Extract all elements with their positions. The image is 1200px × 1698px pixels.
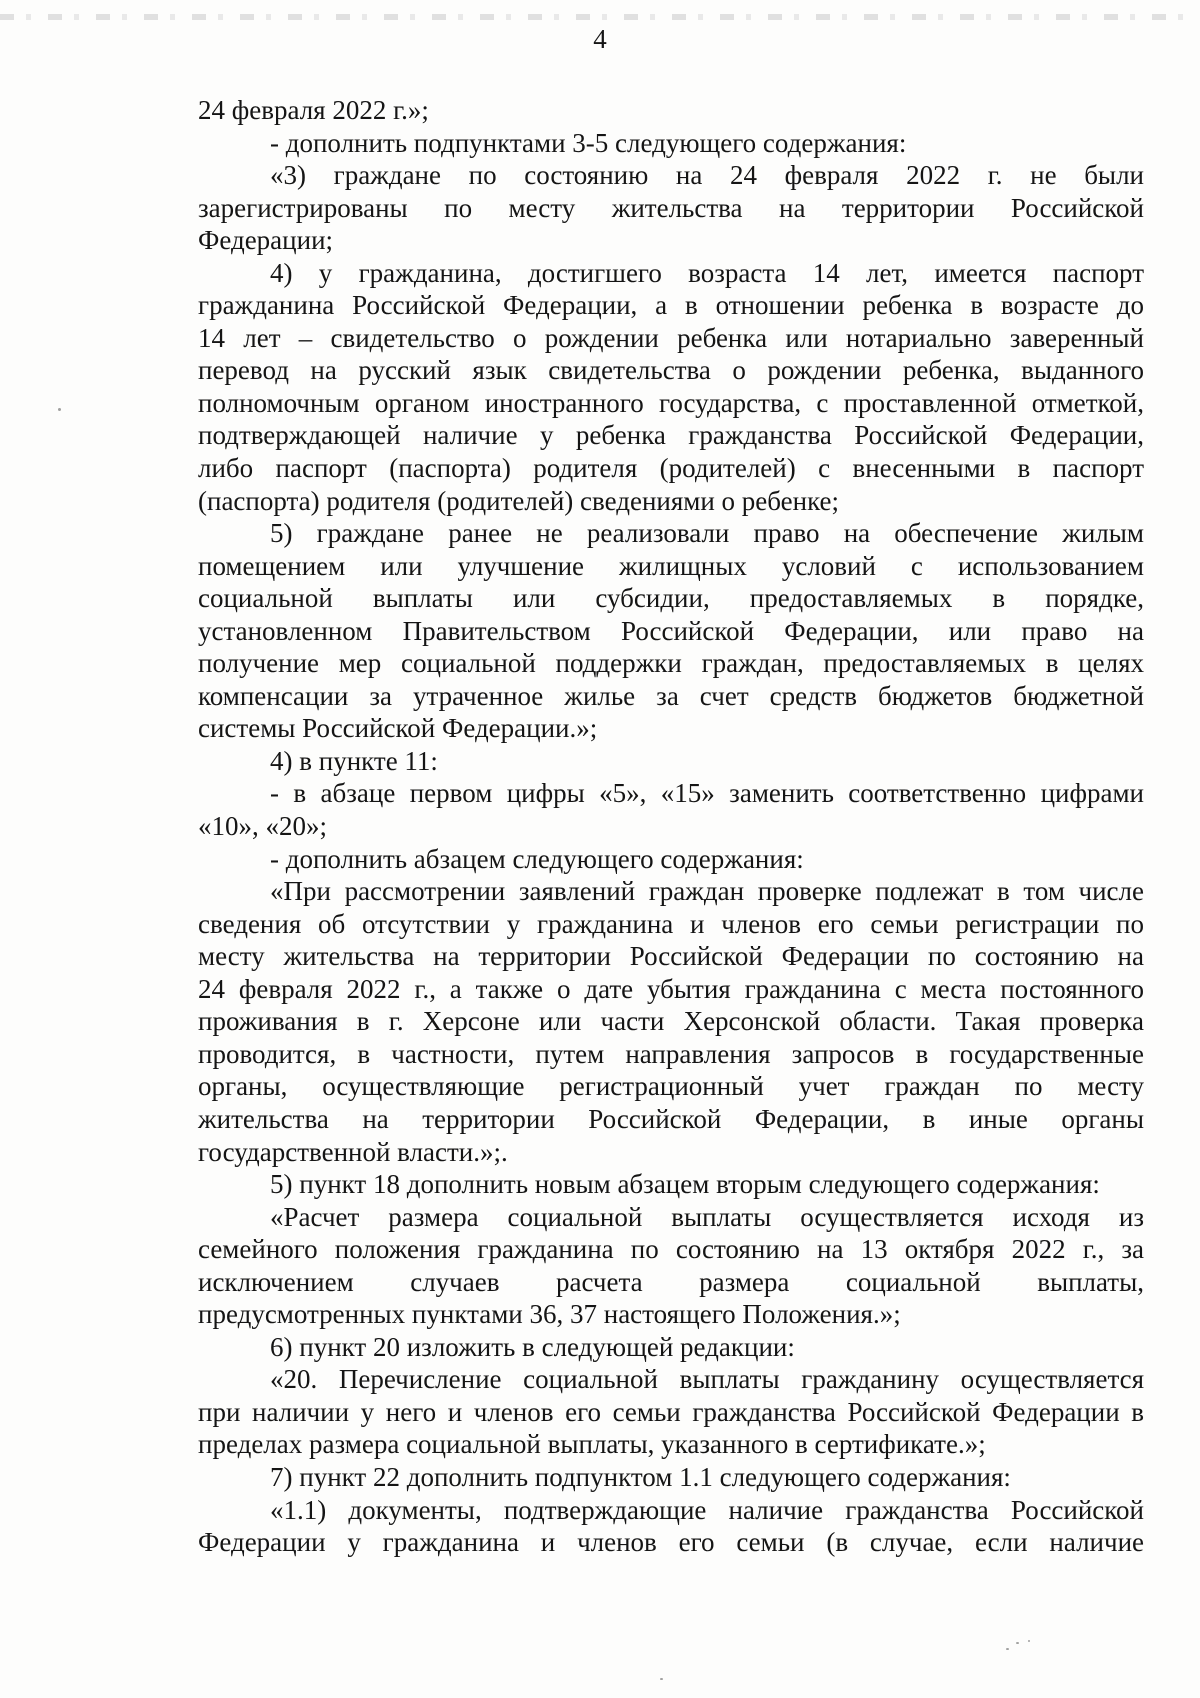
text-line: «10», «20»; xyxy=(198,811,328,842)
text-line: установленном Правительством Российской Федерации, или право на xyxy=(198,615,1144,646)
text-line: «При рассмотрении заявлений граждан проверке подлежат в том числе xyxy=(270,876,1144,907)
text-line: либо паспорт (паспорта) родителя (родителей) с внесенными в паспорт xyxy=(198,453,1144,484)
scan-speck xyxy=(1006,1648,1009,1650)
text-line: - дополнить подпунктами 3-5 следующего содержания: xyxy=(270,127,907,158)
scan-speck xyxy=(58,408,61,411)
scan-speck xyxy=(1016,1642,1019,1644)
text-line: 4) у гражданина, достигшего возраста 14 лет, имеется паспорт xyxy=(270,257,1144,288)
scan-speck xyxy=(660,1678,663,1680)
text-line: жительства на территории Российской Федерации, в иные органы xyxy=(198,1103,1144,1134)
text-line: «Расчет размера социальной выплаты осуществляется исходя из xyxy=(270,1201,1144,1232)
document-body xyxy=(198,94,1144,1559)
scan-speck xyxy=(1028,1640,1030,1642)
scan-edge-artifact xyxy=(0,14,1200,20)
text-line: «1.1) документы, подтверждающие наличие гражданства Российской xyxy=(270,1494,1144,1525)
text-line: 5) граждане ранее не реализовали право на обеспечение жилым xyxy=(270,518,1144,549)
text-line: получение мер социальной поддержки граждан, предоставляемых в целях xyxy=(198,648,1144,679)
text-line: 14 лет – свидетельство о рождении ребенка или нотариально заверенный xyxy=(198,322,1144,353)
text-line: пределах размера социальной выплаты, указанного в сертификате.»; xyxy=(198,1429,986,1460)
text-line: 4) в пункте 11: xyxy=(270,745,438,776)
text-line: полномочным органом иностранного государства, с проставленной отметкой, xyxy=(198,387,1144,418)
text-line: сведения об отсутствии у гражданина и членов его семьи регистрации по xyxy=(198,908,1144,939)
text-line: системы Российской Федерации.»; xyxy=(198,713,598,744)
text-line: Федерации; xyxy=(198,225,334,256)
text-line: перевод на русский язык свидетельства о рождении ребенка, выданного xyxy=(198,355,1144,386)
text-line: проводится, в частности, путем направления запросов в государственные xyxy=(198,1038,1144,1069)
text-line: зарегистрированы по месту жительства на территории Российской xyxy=(198,192,1144,223)
text-line: семейного положения гражданина по состоянию на 13 октября 2022 г., за xyxy=(198,1234,1144,1265)
text-line: месту жительства на территории Российской Федерации по состоянию на xyxy=(198,941,1144,972)
text-line: компенсации за утраченное жилье за счет средств бюджетов бюджетной xyxy=(198,680,1144,711)
text-line: 6) пункт 20 изложить в следующей редакции: xyxy=(270,1331,795,1362)
text-line: Федерации у гражданина и членов его семьи (в случае, если наличие xyxy=(198,1527,1144,1558)
text-line: подтверждающей наличие у ребенка гражданства Российской Федерации, xyxy=(198,420,1144,451)
text-line: проживания в г. Херсоне или части Херсонской области. Такая проверка xyxy=(198,1006,1144,1037)
text-line: (паспорта) родителя (родителей) сведениями о ребенке; xyxy=(198,485,840,516)
text-line: 24 февраля 2022 г., а также о дате убытия гражданина с места постоянного xyxy=(198,973,1144,1004)
text-line: государственной власти.»;. xyxy=(198,1136,508,1167)
text-line: 5) пункт 18 дополнить новым абзацем вторым следующего содержания: xyxy=(270,1169,1100,1200)
page-number: 4 xyxy=(593,24,607,54)
text-line: помещением или улучшение жилищных условий с использованием xyxy=(198,550,1144,581)
text-line: при наличии у него и членов его семьи гражданства Российской Федерации в xyxy=(198,1396,1144,1427)
text-line: 7) пункт 22 дополнить подпунктом 1.1 следующего содержания: xyxy=(270,1461,1011,1492)
text-line: предусмотренных пунктами 36, 37 настоящего Положения.»; xyxy=(198,1299,901,1330)
text-line: исключением случаев расчета размера социальной выплаты, xyxy=(198,1266,1144,1297)
text-line: социальной выплаты или субсидии, предоставляемых в порядке, xyxy=(198,583,1144,614)
text-line: «3) граждане по состоянию на 24 февраля 2022 г. не были xyxy=(270,160,1144,191)
text-line: органы, осуществляющие регистрационный учет граждан по месту xyxy=(198,1071,1144,1102)
text-line: - в абзаце первом цифры «5», «15» заменить соответственно цифрами xyxy=(270,778,1144,809)
text-line: «20. Перечисление социальной выплаты гражданину осуществляется xyxy=(270,1364,1144,1395)
text-line: гражданина Российской Федерации, а в отношении ребенка в возрасте до xyxy=(198,290,1144,321)
text-line: 24 февраля 2022 г.»; xyxy=(198,95,429,125)
text-line: - дополнить абзацем следующего содержания: xyxy=(270,843,804,874)
